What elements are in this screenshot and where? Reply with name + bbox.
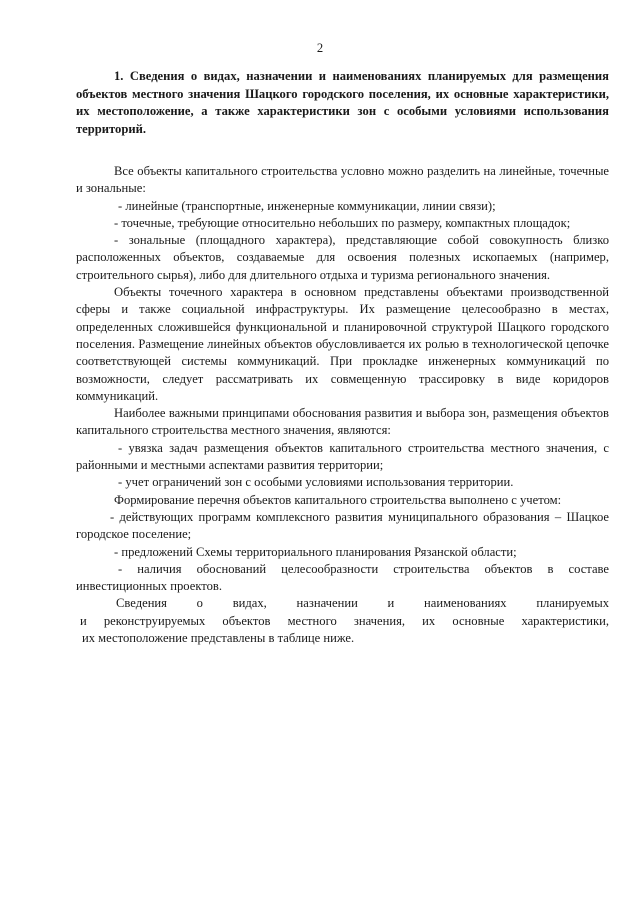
- list-item-restrictions: - учет ограничений зон с особыми условиями использования территории.: [118, 475, 514, 490]
- paragraph-formation: Формирование перечня объектов капитального строительства выполнено с учетом:: [114, 492, 562, 507]
- list-item-linear: - линейные (транспортные, инженерные коммуникации, линии связи);: [118, 198, 496, 213]
- closing-paragraph: [76, 595, 609, 647]
- page-number: 2: [316, 41, 324, 55]
- paragraph-intro: Все объекты капитального строительства условно можно разделить на линейные, точечные и зональные:: [76, 164, 609, 196]
- closing-line-2: и реконструируемых объектов местного значения, их основные характеристики,: [80, 613, 609, 628]
- body-text: [76, 163, 609, 647]
- list-item-point: - точечные, требующие относительно небольших по размеру, компактных площадок;: [114, 215, 571, 230]
- closing-line-1: Сведения о видах, назначении и наименованиях планируемых: [116, 596, 609, 611]
- list-item-justifications: - наличия обоснований целесообразности строительства объектов в составе инвестиционных проектов.: [76, 561, 609, 594]
- section-heading-text: 1. Сведения о видах, назначении и наименованиях планируемых для размещения объектов местного значения Шацкого городского поселения, их основные характеристики, их местоположение, а также характеристики зон с особыми условиями использования территорий.: [76, 69, 609, 136]
- list-item-coordination: - увязка задач размещения объектов капитального строительства местного значения, с районными и местными аспектами развития территории;: [76, 440, 609, 473]
- closing-line-3: их местоположение представлены в таблице ниже.: [82, 631, 355, 646]
- section-heading: [76, 68, 609, 138]
- paragraph-principles: Наиболее важными принципами обоснования развития и выбора зон, размещения объектов капитального строительства местного значения, являются:: [76, 406, 609, 438]
- paragraph-point-objects: Объекты точечного характера в основном представлены объектами производственной сферы и также социальной инфраструктуры. Их размещение целесообразно в местах, определенных сложившейся функциональной и планировочной структурой Шацкого городского поселения. Размещение линейных объектов обусловливается их ролью в технологической цепочке соответствующей системы коммуникаций. При прокладке инженерных коммуникаций по возможности, следует рассматривать их совмещенную трассировку в виде коридоров коммуникаций.: [76, 285, 609, 403]
- list-item-proposals: - предложений Схемы территориального планирования Рязанской области;: [114, 544, 517, 559]
- list-item-zonal: - зональные (площадного характера), представляющие собой совокупность близко расположенных объектов, создаваемые для освоения полезных ископаемых (например, строительного сырья), либо для длительного отдыха и туризма регионального значения.: [76, 233, 609, 282]
- list-item-programs: - действующих программ комплексного развития муниципального образования – Шацкое городское поселение;: [76, 509, 609, 542]
